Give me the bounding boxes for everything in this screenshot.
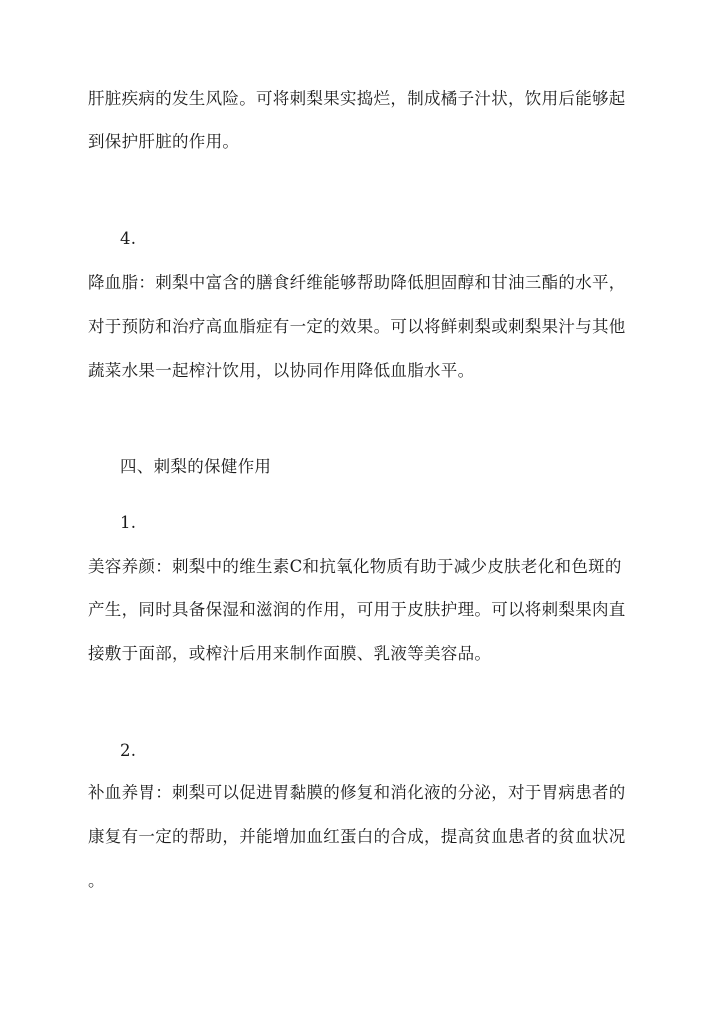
paragraph-line: 肝脏疾病的发生风险。可将刺梨果实捣烂，制成橘子汁状，饮用后能够起 [88,89,626,108]
paragraph-line: 美容养颜：刺梨中的维生素C和抗氧化物质有助于减少皮肤老化和色斑的 [88,557,622,576]
paragraph-line: 接敷于面部，或榨汁后用来制作面膜、乳液等美容品。 [88,644,492,663]
list-number: 1. [120,513,137,532]
paragraph-line: 康复有一定的帮助，并能增加血红蛋白的合成，提高贫血患者的贫血状况 [88,827,626,846]
list-number: 4. [120,229,137,248]
paragraph-line: 到保护肝脏的作用。 [88,132,240,151]
paragraph-line: 产生，同时具备保湿和滋润的作用，可用于皮肤护理。可以将刺梨果肉直 [88,600,626,619]
paragraph-line: 补血养胃：刺梨可以促进胃黏膜的修复和消化液的分泌，对于胃病患者的 [88,783,626,802]
paragraph-line: 对于预防和治疗高血脂症有一定的效果。可以将鲜刺梨或刺梨果汁与其他 [88,317,626,336]
paragraph-line: 蔬菜水果一起榨汁饮用，以协同作用降低血脂水平。 [88,361,475,380]
section-heading: 四、刺梨的保健作用 [120,457,272,476]
paragraph-line: 降血脂：刺梨中富含的膳食纤维能够帮助降低胆固醇和甘油三酯的水平， [88,273,626,292]
list-number: 2. [120,741,137,760]
paragraph-line: 。 [88,871,105,890]
